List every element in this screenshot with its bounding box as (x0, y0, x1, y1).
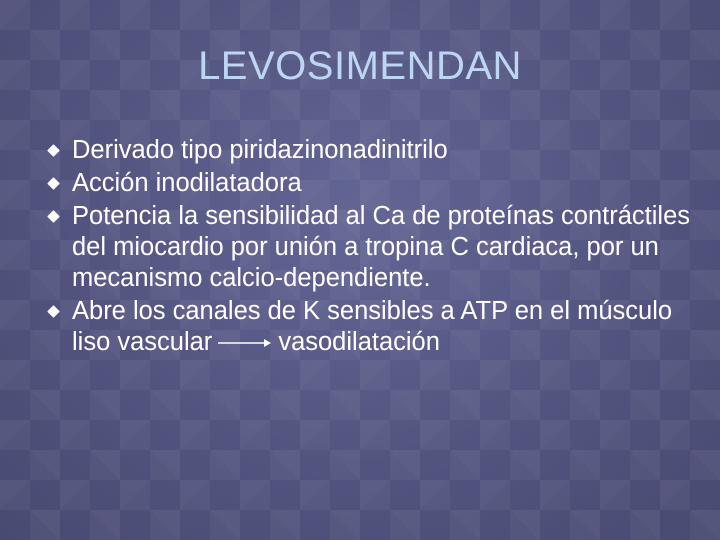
slide-title: LEVOSIMENDAN (198, 44, 522, 88)
bullet-text: Acción inodilatadora (72, 169, 302, 197)
bullet-text: Potencia la sensibilidad al Ca de proteínas contráctiles del miocardio por unión a tropina C cardiaca, por un mecanismo calcio-dependiente. (72, 202, 691, 292)
bullet-item-abre (44, 296, 694, 358)
bullet-text: Derivado tipo piridazinonadinitrilo (72, 136, 448, 164)
bullet-text-after-arrow: vasodilatación (278, 328, 440, 356)
slide-content (44, 135, 694, 360)
diamond-bullet-icon (47, 210, 60, 223)
diamond-bullet-icon (47, 305, 60, 318)
bullet-item-potencia (44, 201, 694, 294)
diamond-bullet-icon (47, 144, 60, 157)
right-arrow-icon (216, 336, 272, 350)
bullet-item-accion (44, 168, 694, 199)
diamond-bullet-icon (47, 177, 60, 190)
bullet-item-derivado (44, 135, 694, 166)
bullet-list (44, 135, 694, 358)
bullet-text-before-arrow: Abre los canales de K sensibles a ATP en el músculo liso vascular (72, 297, 673, 356)
